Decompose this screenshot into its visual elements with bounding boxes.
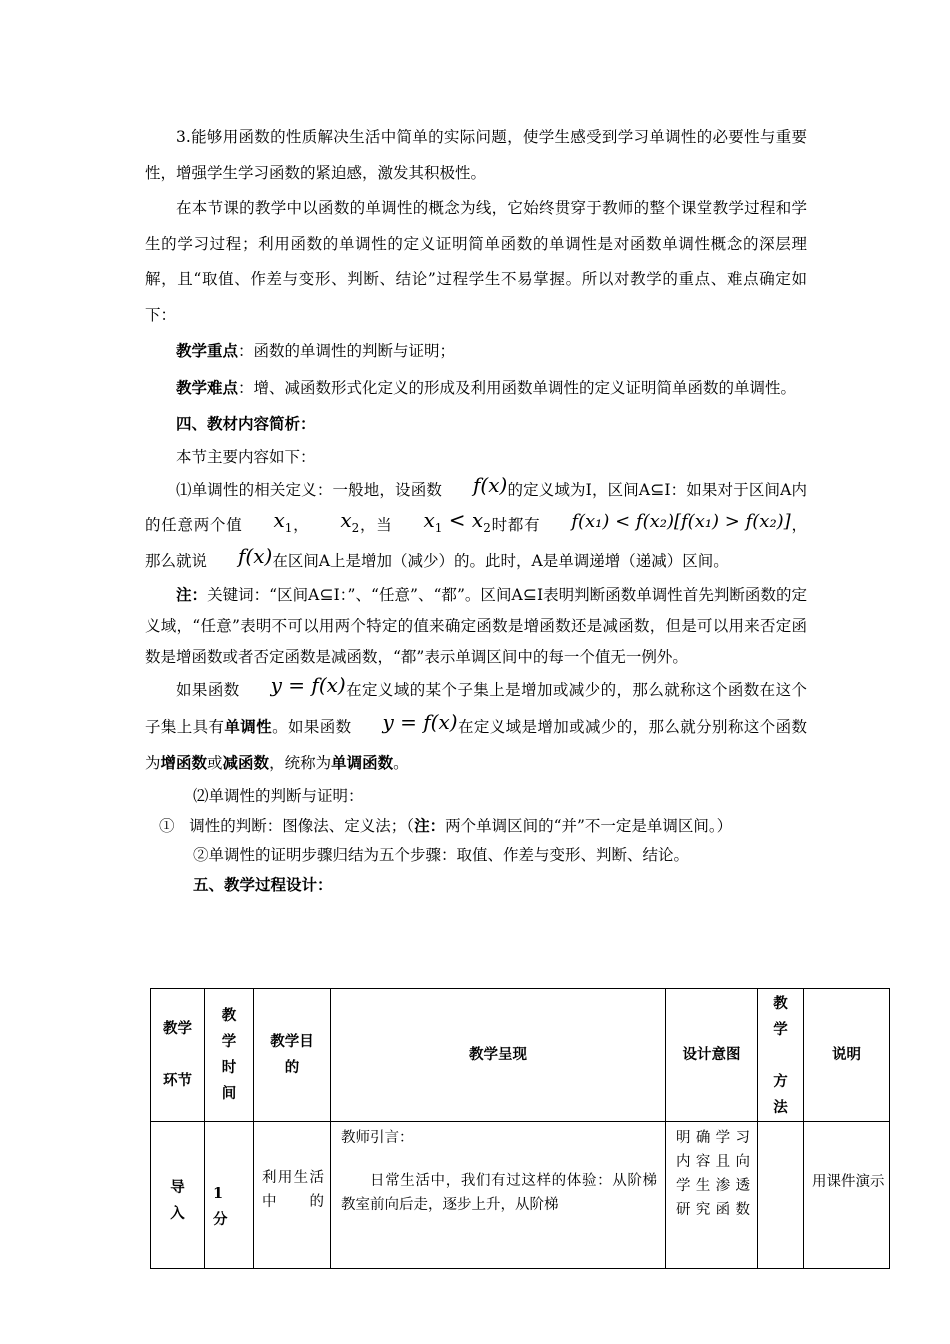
cell-presentation-text: 日常生活中，我们有过这样的体验：从阶梯教室前向后走，逐步上升，从阶梯 <box>341 1173 657 1213</box>
cell-stage-line-2: 入 <box>170 1205 185 1222</box>
subset-symbol-3: ⊆ <box>522 585 537 605</box>
difficulty-text: ：增、减函数形式化定义的形成及利用函数单调性的定义证明简单函数的单调性。 <box>238 378 797 397</box>
cell-stage-line-1: 导 <box>170 1179 185 1196</box>
mono-text-7: 。 <box>393 754 409 772</box>
term-decreasing: 减函数 <box>222 753 270 772</box>
header-intent: 设计意图 <box>666 989 758 1122</box>
formula-fx-2: f(x) <box>238 543 273 568</box>
var-x2 <box>309 510 359 534</box>
header-method-line-2: 学 <box>773 1021 788 1038</box>
def-text-6: ，那么就说 <box>145 516 807 570</box>
def-text-5: 时都有 <box>490 516 541 534</box>
def-separator: ， <box>292 516 310 534</box>
ineq-x2-base: x <box>471 508 484 532</box>
paragraph-teaching-difficulty <box>145 370 807 407</box>
header-time-line-1: 教 <box>221 1007 237 1024</box>
paragraph-teaching-focus <box>145 333 807 370</box>
inequality-x1-lt-x2 <box>393 510 491 534</box>
var-x1 <box>242 510 292 534</box>
def-text-7: 在区间A上是增加（减少）的。此时，A是单调递增（递减）区间。 <box>272 551 729 570</box>
paragraph-goal-3: 3.能够用函数的性质解决生活中简单的实际问题，使学生感受到学习单调性的必要性与重要性，增强学生学习函数的紧迫感，激发其积极性。 <box>145 128 807 182</box>
var-x2-base: x <box>340 508 352 532</box>
cell-intent: 明确学习内容且向学生渗透研究函数 <box>666 1122 758 1269</box>
table-header-row <box>151 989 890 1122</box>
difficulty-label: 教学难点 <box>176 377 239 397</box>
def-text-1: ⑴单调性的相关定义：一般地，设函数 <box>176 480 442 499</box>
judge-title: ⑵单调性的判断与证明： <box>193 786 364 805</box>
formula-fx: f(x) <box>473 472 508 497</box>
formula-y-fx-2: y = f(x) <box>382 709 458 734</box>
subset-symbol-2: ⊆ <box>319 585 334 605</box>
header-stage <box>151 989 205 1122</box>
cell-goal <box>254 1122 331 1269</box>
header-presentation: 教学呈现 <box>331 989 666 1122</box>
header-method-line-1: 教 <box>773 995 788 1012</box>
section-5-title: 五、教学过程设计： <box>193 874 333 894</box>
focus-text: ：函数的单调性的判断与证明； <box>238 342 456 360</box>
term-monotonicity: 单调性 <box>224 716 273 736</box>
cell-presentation-intro: 教师引言： <box>341 1130 414 1146</box>
paragraph-note <box>145 579 807 673</box>
cell-stage <box>151 1122 205 1269</box>
term-monotone-function: 单调函数 <box>331 753 394 772</box>
mono-text-1: 如果函数 <box>176 681 240 699</box>
header-stage-line-2: 环节 <box>163 1072 192 1089</box>
section-4-title: 四、教材内容简析： <box>176 414 316 433</box>
note-text-3: I表明判断函数单调性首先判断函数的定义域，“任意”表明不可以用两个特定的值来确定函数是增函数还是减函数，但是可以用来否定函数是增函数或者否定函数是减函数，“都”表示单调区间中的每一个值无一例外。 <box>145 586 807 666</box>
cell-method <box>758 1122 804 1269</box>
ineq-x2-sub: 2 <box>483 521 491 535</box>
header-goal-line-2: 的 <box>284 1059 300 1076</box>
judge-item-1-text-a: 调性的判断：图像法、定义法；（ <box>189 816 415 835</box>
mono-text-4: 在定义域是增加或减少的，那么就分别称这个函数为 <box>145 717 807 772</box>
cell-note: 用课件演示 <box>804 1122 890 1269</box>
header-stage-line-1: 教学 <box>163 1020 192 1037</box>
paragraph-definition <box>145 473 807 580</box>
term-increasing: 增函数 <box>160 753 208 772</box>
note-text-1: 关键词：“区间A <box>207 586 320 604</box>
def-text-2: 的定义域为I，区间A <box>507 480 651 499</box>
header-time-line-4: 间 <box>221 1085 237 1102</box>
def-text-4: ，当 <box>359 516 393 534</box>
var-x2-sub: 2 <box>351 521 360 535</box>
judge-item-1-text-b: 两个单调区间的“并”不一定是单调区间。） <box>445 816 733 835</box>
mono-text-2: 在定义域的某个子集上是增加或减少的，那么就称这个函数在这个子集上具有 <box>145 681 807 736</box>
subset-symbol: ⊆ <box>650 479 665 500</box>
mono-text-3: 。如果函数 <box>272 717 352 736</box>
paragraph-focus-intro: 在本节课的教学中以函数的单调性的概念为线，它始终贯穿于教师的整个课堂教学过程和学生的学习过程；利用函数的单调性的定义证明简单函数的单调性是对函数单调性概念的深层理解，且“取值、作差与变形、判断、结论”过程学生不易掌握。所以对教学的重点、难点确定如下： <box>145 199 807 324</box>
teaching-process-table <box>150 988 890 1269</box>
judge-item-1-note: 注： <box>414 815 446 835</box>
header-time-line-3: 时 <box>221 1059 237 1076</box>
def-text-3: I：如果对于区间A内的任意两个值 <box>145 480 807 534</box>
note-label: 注： <box>176 585 208 604</box>
document-body <box>145 120 807 899</box>
cell-time <box>205 1122 254 1269</box>
header-goal <box>254 989 331 1122</box>
cell-presentation <box>331 1122 666 1269</box>
ineq-x1-base: x <box>423 508 435 532</box>
section-4-intro: 本节主要内容如下： <box>176 447 316 466</box>
note-text-2: I：”、“任意”、“都”。区间A <box>333 586 523 604</box>
var-x1-base: x <box>273 508 285 532</box>
formula-inequality: f(x₁) < f(x₂)[f(x₁) > f(x₂)] <box>571 511 791 532</box>
judge-item-1 <box>145 811 807 841</box>
header-time-line-2: 学 <box>221 1033 237 1050</box>
header-method-line-4: 法 <box>773 1099 788 1116</box>
mono-text-6: ，统称为 <box>269 754 332 772</box>
less-than-sign: < <box>448 508 466 532</box>
cell-time-line-2: 分 <box>213 1211 228 1228</box>
header-time <box>205 989 254 1122</box>
header-note: 说明 <box>804 989 890 1122</box>
var-x1-sub: 1 <box>284 521 293 535</box>
judge-item-2: ②单调性的证明步骤归结为五个步骤：取值、作差与变形、判断、结论。 <box>193 845 690 864</box>
paragraph-monotonicity <box>145 673 807 782</box>
table-row <box>151 1122 890 1269</box>
header-method-line-3: 方 <box>773 1073 788 1090</box>
formula-y-fx: y = f(x) <box>270 673 346 697</box>
header-method <box>758 989 804 1122</box>
judge-item-1-marker: ① <box>159 816 175 835</box>
cell-goal-text: 利用生活中的 <box>262 1170 324 1210</box>
ineq-x1-sub: 1 <box>434 521 443 535</box>
header-goal-line-1: 教学目 <box>270 1033 314 1050</box>
cell-time-line-1: 1 <box>213 1185 224 1202</box>
mono-text-5: 或 <box>207 754 223 772</box>
focus-label: 教学重点 <box>176 341 239 360</box>
